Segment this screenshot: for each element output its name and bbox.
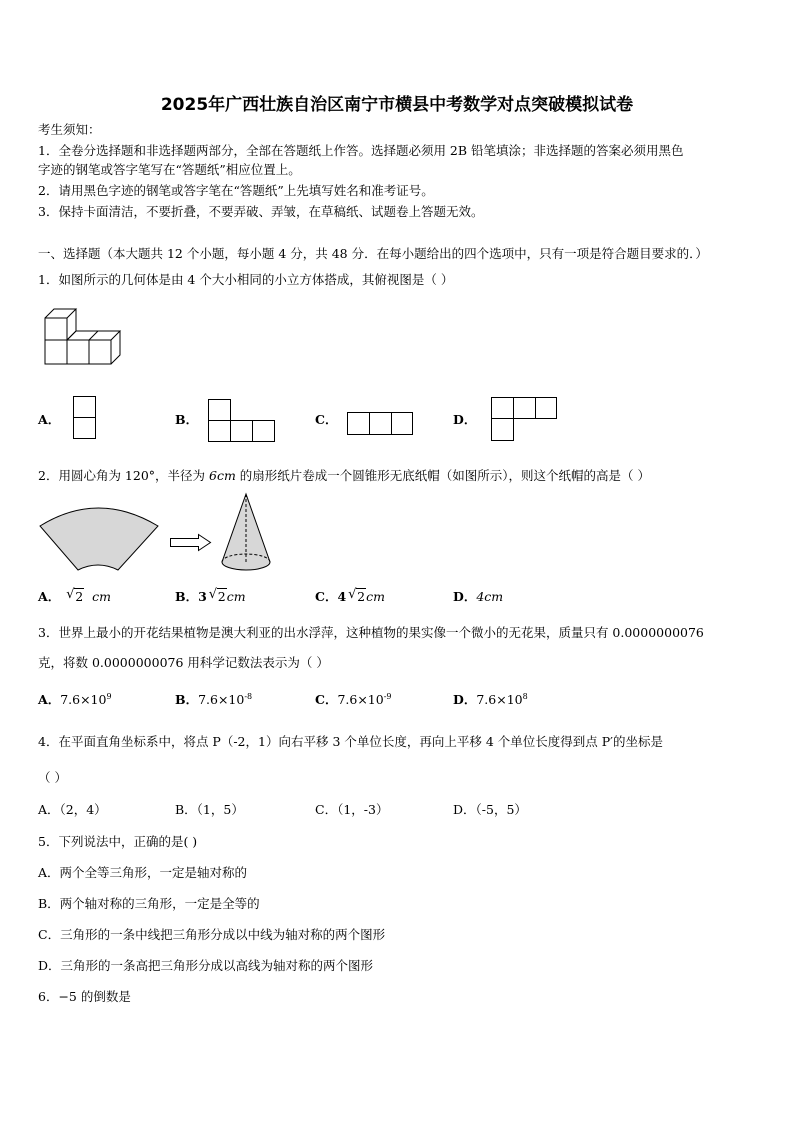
q1-option-b-figure — [208, 399, 276, 443]
q2-option-a[interactable]: A． √ 2 cm — [38, 587, 111, 604]
question-4-stem: 4．在平面直角坐标系中，将点 P（-2，1）向右平移 3 个单位长度，再向上平移 4 个单位长度得到点 P′的坐标是 — [38, 734, 663, 749]
notice-item: 2．请用黑色字迹的钢笔或答字笔在“答题纸”上先填写姓名和准考证号。 — [38, 183, 434, 198]
q3-option-a[interactable]: A．$7.6\times 10^9$ — [38, 692, 112, 707]
section-heading: 一、选择题（本大题共 12 个小题，每小题 4 分，共 48 分．在每小题给出的四个选项中，只有一项是符合题目要求的．） — [38, 246, 708, 261]
notice-item: 1．全卷分选择题和非选择题两部分，全部在答题纸上作答。选择题必须用 2B 铅笔填涂；非选择题的答案必须用黑色 — [38, 143, 684, 158]
question-3-stem-cont: 克，将数 0.0000000076 用科学记数法表示为（ ） — [38, 655, 329, 670]
question-3-stem: 3．世界上最小的开花结果植物是澳大利亚的出水浮萍，这种植物的果实像一个微小的无花果，质量只有 0.0000000076 — [38, 625, 704, 640]
q2-sector-figure — [40, 502, 160, 572]
q1-solid-figure — [44, 308, 126, 366]
q4-option-a[interactable]: A．（2，4） — [38, 802, 107, 817]
question-1-stem: 1．如图所示的几何体是由 4 个大小相同的小立方体搭成，其俯视图是（ ） — [38, 272, 454, 287]
q3-option-b[interactable]: B．$7.6\times 10^{-8}$ — [175, 692, 253, 707]
q1-option-a-figure — [73, 396, 97, 440]
notice-heading: 考生须知： — [38, 122, 101, 137]
q1-option-c-figure — [347, 412, 414, 436]
q1-option-a-label[interactable]: A． — [38, 412, 61, 427]
q2-arrow-figure — [170, 534, 212, 552]
q1-option-c-label[interactable]: C． — [315, 412, 338, 427]
q1-option-d-figure — [491, 397, 558, 442]
question-2-stem: 2．用圆心角为 120°，半径为 6cm 的扇形纸片卷成一个圆锥形无底纸帽（如图所示），则这个纸帽的高是（ ） — [38, 468, 651, 483]
q3-option-c[interactable]: C．$7.6\times 10^{-9}$ — [315, 692, 392, 707]
q4-option-d[interactable]: D．（-5，5） — [453, 802, 527, 817]
q4-option-c[interactable]: C．（1，-3） — [315, 802, 389, 817]
q5-option-d[interactable]: D．三角形的一条高把三角形分成以高线为轴对称的两个图形 — [38, 958, 374, 973]
q3-option-d[interactable]: D．$7.6\times 10^8$ — [453, 692, 528, 707]
sqrt-symbol: √ 2 — [348, 587, 366, 604]
exam-title: 2025年广西壮族自治区南宁市横县中考数学对点突破模拟试卷 — [160, 95, 634, 115]
q2-option-c[interactable]: C．4 √ 2cm — [315, 587, 385, 604]
sqrt-symbol: √ 2 — [208, 587, 226, 604]
q2-option-d[interactable]: D．4cm — [453, 589, 504, 604]
notice-item: 字迹的钢笔或答字笔写在“答题纸”相应位置上。 — [38, 162, 301, 177]
q2-cone-figure — [220, 493, 276, 577]
q5-option-b[interactable]: B．两个轴对称的三角形，一定是全等的 — [38, 896, 260, 911]
notice-item: 3．保持卡面清洁，不要折叠，不要弄破、弄皱，在草稿纸、试题卷上答题无效。 — [38, 204, 484, 219]
question-4-stem-cont: （ ） — [38, 770, 67, 785]
q5-option-c[interactable]: C．三角形的一条中线把三角形分成以中线为轴对称的两个图形 — [38, 927, 386, 942]
q1-option-d-label[interactable]: D． — [453, 412, 477, 427]
q4-option-b[interactable]: B．（1，5） — [175, 802, 244, 817]
q5-option-a[interactable]: A．两个全等三角形，一定是轴对称的 — [38, 865, 248, 880]
question-5-stem: 5．下列说法中，正确的是( ) — [38, 834, 198, 849]
q2-option-b[interactable]: B．3 √ 2cm — [175, 587, 246, 604]
sqrt-symbol: √ 2 — [66, 587, 84, 604]
q1-option-b-label[interactable]: B． — [175, 412, 199, 427]
question-6-stem: 6．−5 的倒数是 — [38, 989, 131, 1004]
